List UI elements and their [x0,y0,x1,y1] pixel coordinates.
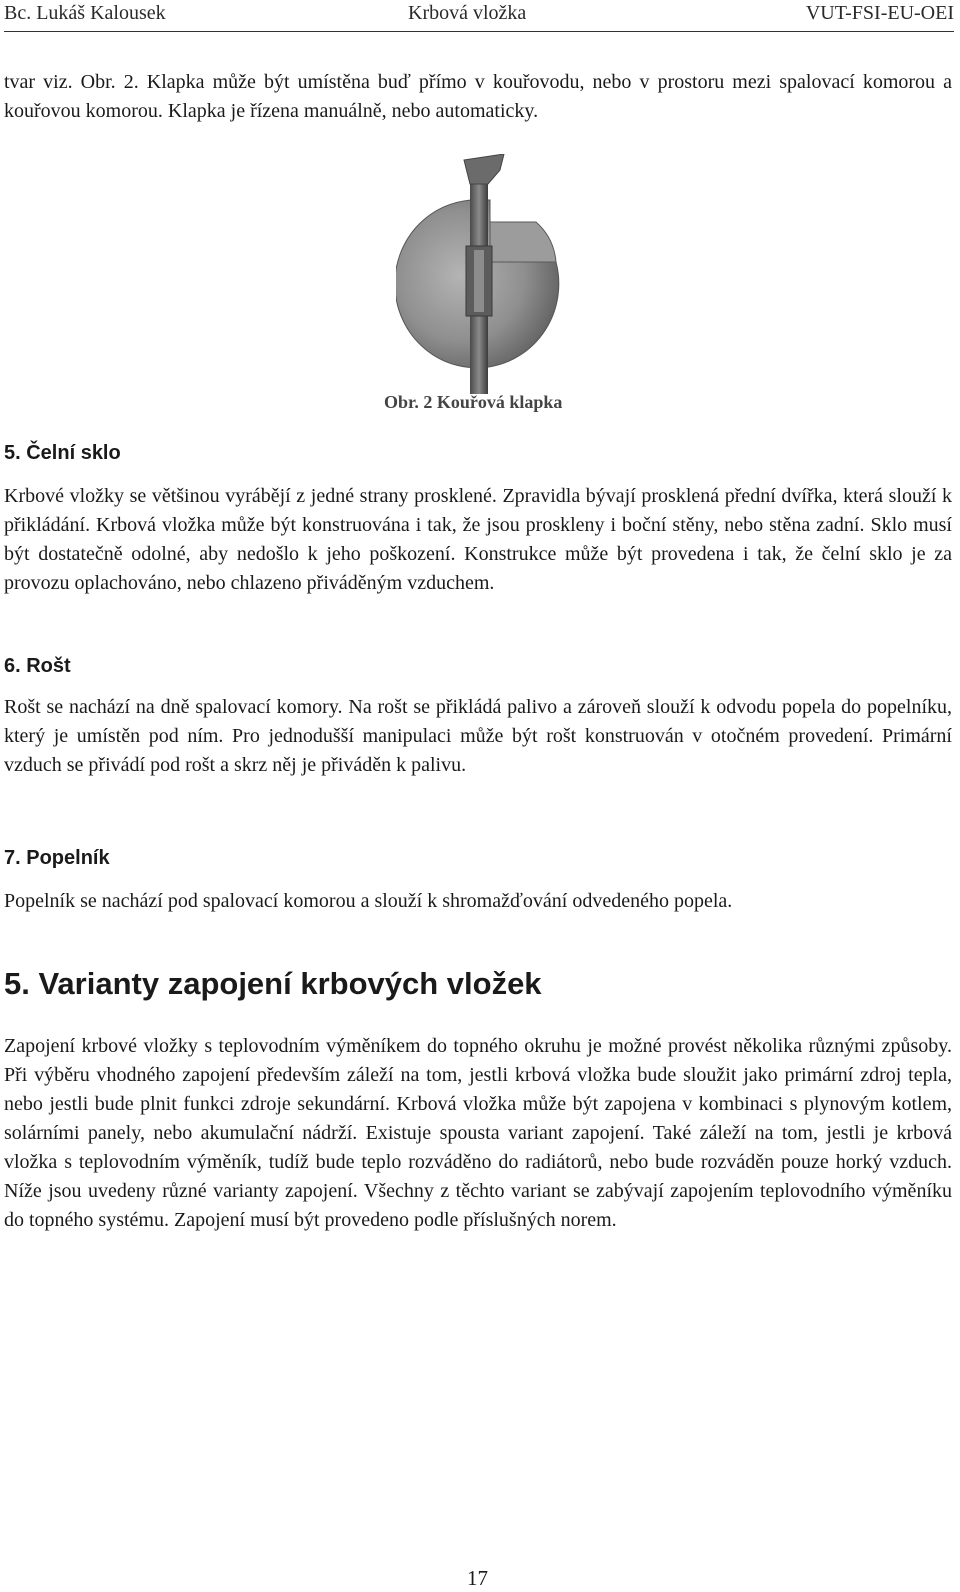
header-institution: VUT-FSI-EU-OEI [805,2,954,24]
figure-caption: Obr. 2 Kouřová klapka [384,392,563,412]
section-text-grate: Rošt se nachází na dně spalovací komory. Na rošt se přikládá palivo a zároveň slouží k odvodu popela do popelníku, který je umístěn pod ním. Pro jednodušší manipulaci může být rošt konstruován v otočném provedení. Primární vzduch se přivádí pod rošt a skrz něj je přiváděn k palivu. [4,696,952,776]
section-heading-front-glass: 5. Čelní sklo [4,442,121,464]
header-divider [4,31,954,32]
header-title: Krbová vložka [408,2,527,24]
chapter-text: Zapojení krbové vložky s teplovodním výměníkem do topného okruhu je možné provést několika různými způsoby. Při výběru vhodného zapojení především záleží na tom, jestli krbová vložka bude sloužit jako primární zdroj tepla, nebo jestli bude plnit funkci zdroje sekundární. Krbová vložka může být zapojena v kombinaci s plynovým kotlem, solárními panely, nebo akumulační nádrží. Existuje spousta variant zapojení. Také záleží na tom, jestli je krbová vložka s teplovodním výměník, tudíž bude teplo rozváděno do radiátorů, nebo bude rozváděn pouze horký vzduch. Níže jsou uvedeny různé varianty zapojení. Všechny z těchto variant se zabývají zapojením teplovodního výměníku do topného systému. Zapojení musí být provedeno podle příslušných norem. [4,1035,952,1231]
header-author: Bc. Lukáš Kalousek [4,2,166,24]
section-heading-grate: 6. Rošt [4,655,71,677]
smoke-damper-illustration [396,154,576,398]
intro-paragraph: tvar viz. Obr. 2. Klapka může být umístěna buď přímo v kouřovodu, nebo v prostoru mezi spalovací komorou a kouřovou komorou. Klapka je řízena manuálně, nebo automaticky. [4,71,952,122]
section-text-ash-pan: Popelník se nachází pod spalovací komorou a slouží k shromažďování odvedeného popela. [4,890,733,912]
section-heading-ash-pan: 7. Popelník [4,847,110,869]
page-number: 17 [467,1566,488,1590]
section-text-front-glass: Krbové vložky se většinou vyrábějí z jedné strany prosklené. Zpravidla bývají prosklená přední dvířka, která slouží k přikládání. Krbová vložka může být konstruována i tak, že jsou proskleny i boční stěny, nebo stěna zadní. Sklo musí být dostatečně odolné, aby nedošlo k jeho poškození. Konstrukce může být provedena i tak, že čelní sklo je za provozu oplachováno, nebo chlazeno přiváděným vzduchem. [4,485,952,594]
chapter-heading: 5. Varianty zapojení krbových vložek [4,966,542,1001]
page-header [4,0,954,30]
